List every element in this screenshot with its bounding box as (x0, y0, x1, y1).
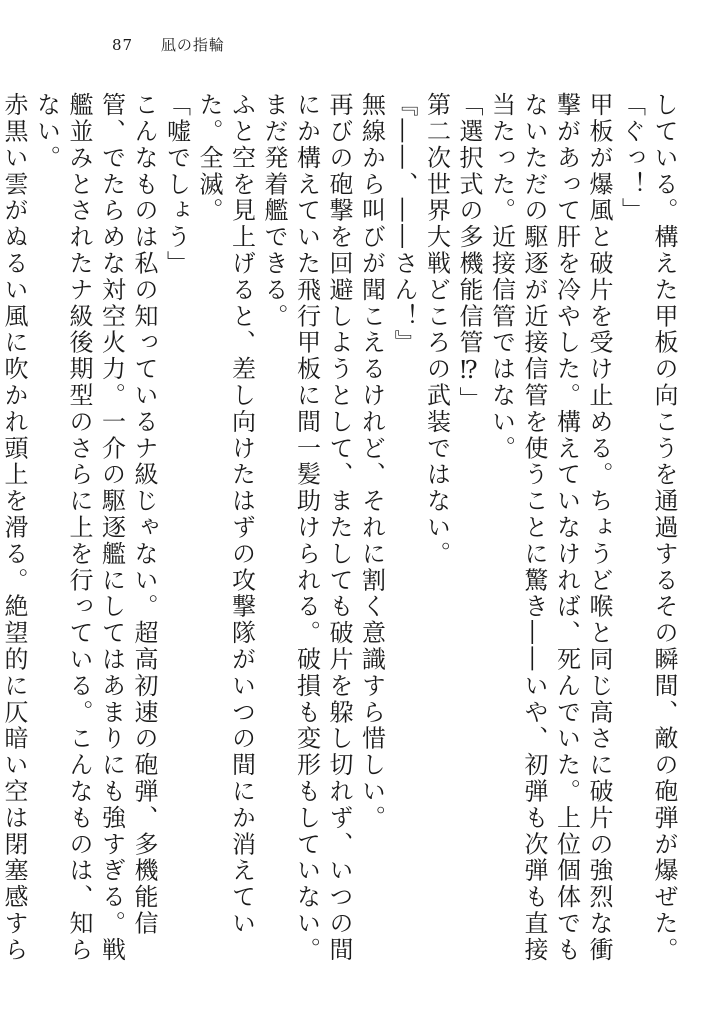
paragraph-3: 甲板が爆風と破片を受け止める。ちょうど喉と同じ高さに破片の強烈な衝撃があって肝を冷やした。構えていなければ、死んでいた。上位個体でもないただの駆逐が近接信管を使うことに驚き――いや、初弾も次弾も直接当たった。近接信管ではない。 (487, 92, 613, 964)
paragraph-10: 「嘘でしょう」 (162, 92, 191, 277)
paragraph-1: している。構えた甲板の向こうを通過するその瞬間、敵の砲弾が爆ぜた。 (650, 92, 678, 964)
running-header (112, 34, 225, 55)
paragraph-7: 無線から叫びが聞こえるけれど、それに割く意識すら惜しい。 (357, 92, 386, 832)
paragraph-11: こんなものは私の知っているナ級じゃない。超高初速の砲弾、多機能信管、でたらめな対空火力。一介の駆逐艦にしてはあまりにも強すぎる。戦艦並みとされたナ級後期型のさらに上を行っている。こんなものは、知らない。 (32, 92, 158, 964)
paragraph-9: ふと空を見上げると、差し向けたはずの攻撃隊がいつの間にか消えていた。全滅。 (195, 92, 256, 937)
paragraph-5: 第二次世界大戦どころの武装ではない。 (422, 92, 451, 568)
chapter-title: 凪の指輪 (160, 36, 225, 54)
paragraph-2: 「ぐっ！」 (617, 92, 646, 224)
paragraph-8: 再びの砲撃を回避しようとして、またしても破片を躱し切れず、いつの間にか構えていた飛行甲板に間一髪助けられる。破損も変形もしていない。まだ発着艦できる。 (260, 92, 353, 964)
paragraph-6: 『――、――さん！』 (390, 92, 418, 356)
paragraph-4: 「選択式の多機能信管⁉」 (455, 92, 483, 413)
page-number: 87 (112, 36, 134, 54)
paragraph-12: 赤黒い雲がぬるい風に吹かれ頭上を滑る。絶望的に仄暗い空は閉塞感すら (0, 92, 28, 964)
vertical-body-text (0, 92, 680, 968)
